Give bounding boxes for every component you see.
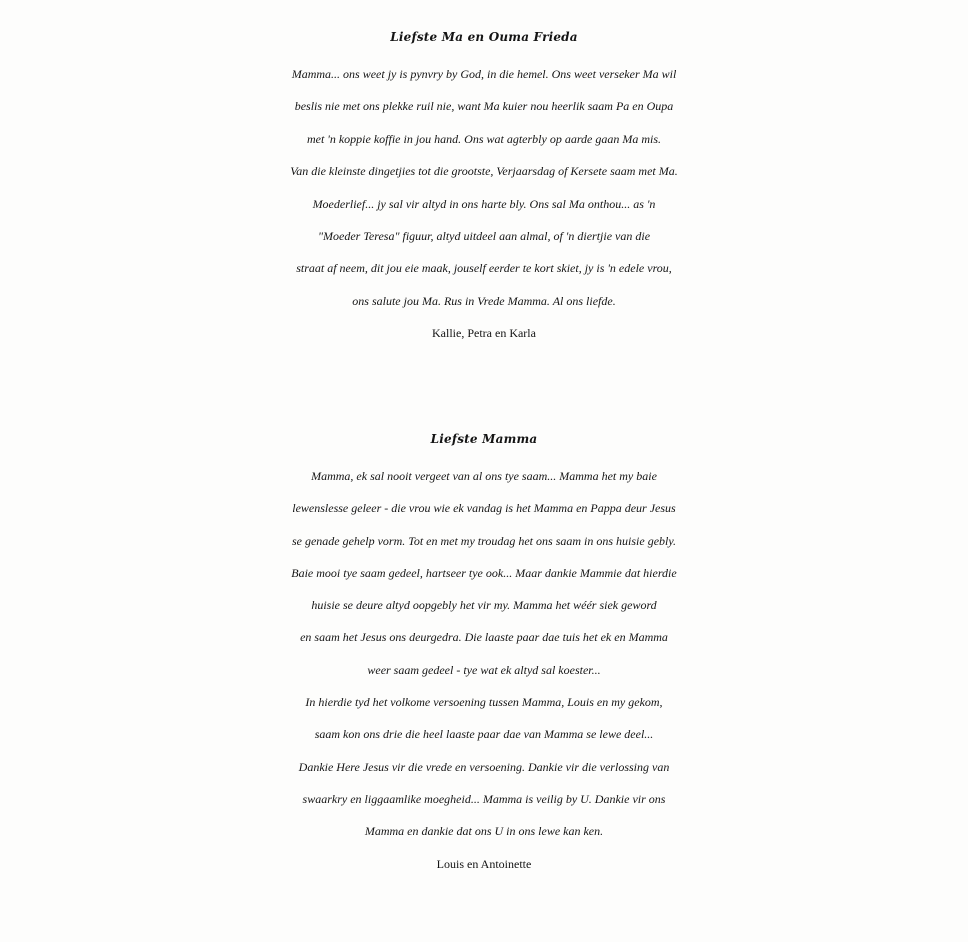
tribute-line: se genade gehelp vorm. Tot en met my troudag het ons saam in ons huisie gebly. (291, 533, 677, 548)
tribute-line: In hierdie tyd het volkome versoening tussen Mamma, Louis en my gekom, (305, 695, 663, 710)
tribute-line: ons salute jou Ma. Rus in Vrede Mamma. Al ons liefde. (352, 293, 616, 308)
tribute-heading: Liefste Ma en Ouma Frieda (390, 30, 578, 44)
tribute-line: met 'n koppie koffie in jou hand. Ons wat agterbly op aarde gaan Ma mis. (306, 131, 662, 146)
tribute-line: beslis nie met ons plekke ruil nie, want Ma kuier nou heerlik saam Pa en Oupa (294, 99, 674, 114)
tribute-line: "Moeder Teresa" figuur, altyd uitdeel aan almal, of 'n diertjie van die (317, 228, 651, 243)
tribute-line: lewenslesse geleer - die vrou wie ek vandag is het Mamma en Pappa deur Jesus (292, 501, 676, 516)
tribute-line: Van die kleinste dingetjies tot die grootste, Verjaarsdag of Kersete saam met Ma. (290, 164, 678, 179)
tribute-section-2 (0, 418, 968, 880)
tribute-line: straat af neem, dit jou eie maak, jouself eerder te kort skiet, jy is 'n edele vrou, (296, 261, 672, 276)
tribute-line: saam kon ons drie die heel laaste paar dae van Mamma se lewe deel... (314, 727, 654, 742)
tribute-line: Mamma, ek sal nooit vergeet van al ons tye saam... Mamma het my baie (311, 469, 657, 483)
tribute-line: Mamma en dankie dat ons U in ons lewe kan ken. (364, 824, 604, 839)
tribute-signature: Kallie, Petra en Karla (432, 326, 536, 341)
tribute-line: Mamma... ons weet jy is pynvry by God, in die hemel. Ons weet verseker Ma wil (291, 67, 677, 81)
tribute-line: huisie se deure altyd oopgebly het vir my. Mamma het wéér siek geword (311, 598, 657, 613)
tribute-section-1 (0, 16, 968, 350)
tribute-line: Baie mooi tye saam gedeel, hartseer tye ook... Maar dankie Mammie dat hierdie (291, 565, 677, 580)
tribute-line: swaarkry en liggaamlike moegheid... Mamma is veilig by U. Dankie vir ons (302, 791, 666, 806)
tribute-line: Moederlief... jy sal vir altyd in ons harte bly. Ons sal Ma onthou... as 'n (312, 196, 656, 211)
tribute-line: weer saam gedeel - tye wat ek altyd sal koester... (367, 662, 601, 677)
tribute-line: Dankie Here Jesus vir die vrede en versoening. Dankie vir die verlossing van (298, 759, 670, 774)
tribute-signature: Louis en Antoinette (436, 856, 532, 871)
tribute-line: en saam het Jesus ons deurgedra. Die laaste paar dae tuis het ek en Mamma (300, 630, 668, 645)
tribute-heading: Liefste Mamma (430, 432, 538, 446)
